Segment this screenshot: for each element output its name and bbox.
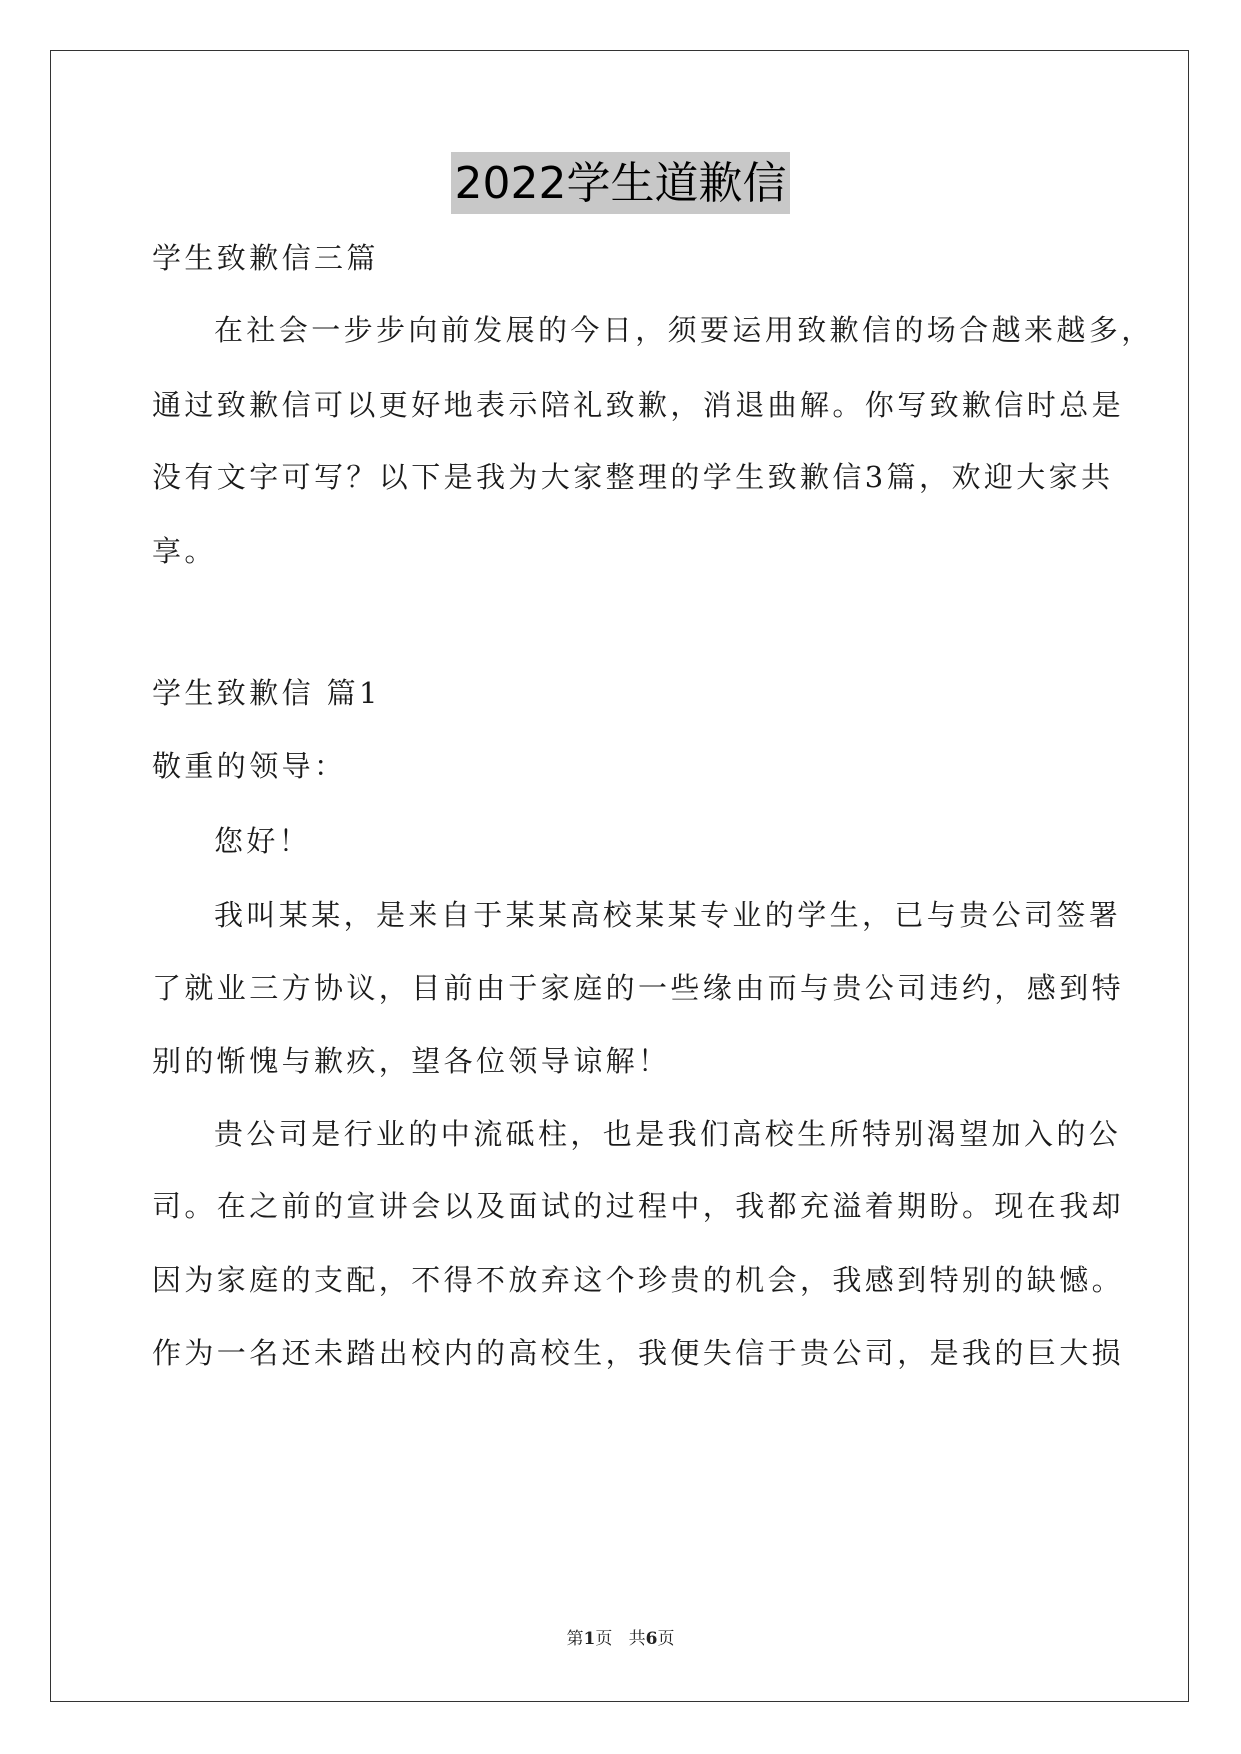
paragraph-line: 我叫某某，是来自于某某高校某某专业的学生，已与贵公司签署 (214, 898, 1122, 932)
total-label-suffix: 页 (657, 1629, 675, 1649)
paragraph-line: 没有文字可写？以下是我为大家整理的学生致歉信3篇，欢迎大家共 (152, 460, 1114, 494)
page-label-suffix: 页 (595, 1629, 613, 1649)
section-heading: 学生致歉信三篇 (152, 241, 379, 275)
salutation: 敬重的领导： (152, 749, 347, 783)
paragraph-line: 作为一名还未踏出校内的高校生，我便失信于贵公司，是我的巨大损 (152, 1336, 1125, 1370)
total-label-prefix: 共 (628, 1629, 646, 1649)
greeting: 您好！ (214, 824, 312, 858)
page-label-prefix: 第 (566, 1629, 584, 1649)
paragraph-line: 享。 (152, 534, 217, 568)
total-page-number: 6 (645, 1629, 658, 1649)
page-border (50, 50, 1189, 1702)
page-footer (0, 1628, 1241, 1650)
paragraph-line: 通过致歉信可以更好地表示陪礼致歉，消退曲解。你写致歉信时总是 (152, 388, 1125, 422)
title-container (0, 152, 1241, 214)
paragraph-line: 了就业三方协议，目前由于家庭的一些缘由而与贵公司违约，感到特 (152, 971, 1125, 1005)
letter-heading: 学生致歉信 篇1 (152, 676, 381, 710)
paragraph-line: 因为家庭的支配，不得不放弃这个珍贵的机会，我感到特别的缺憾。 (152, 1263, 1125, 1297)
current-page-number: 1 (583, 1629, 596, 1649)
paragraph-line: 司。在之前的宣讲会以及面试的过程中，我都充溢着期盼。现在我却 (152, 1189, 1125, 1223)
document-title: 2022学生道歉信 (451, 152, 791, 214)
paragraph-line: 贵公司是行业的中流砥柱，也是我们高校生所特别渴望加入的公 (214, 1117, 1122, 1151)
paragraph-line: 在社会一步步向前发展的今日，须要运用致歉信的场合越来越多， (214, 313, 1154, 347)
paragraph-line: 别的惭愧与歉疚，望各位领导谅解！ (152, 1044, 671, 1078)
